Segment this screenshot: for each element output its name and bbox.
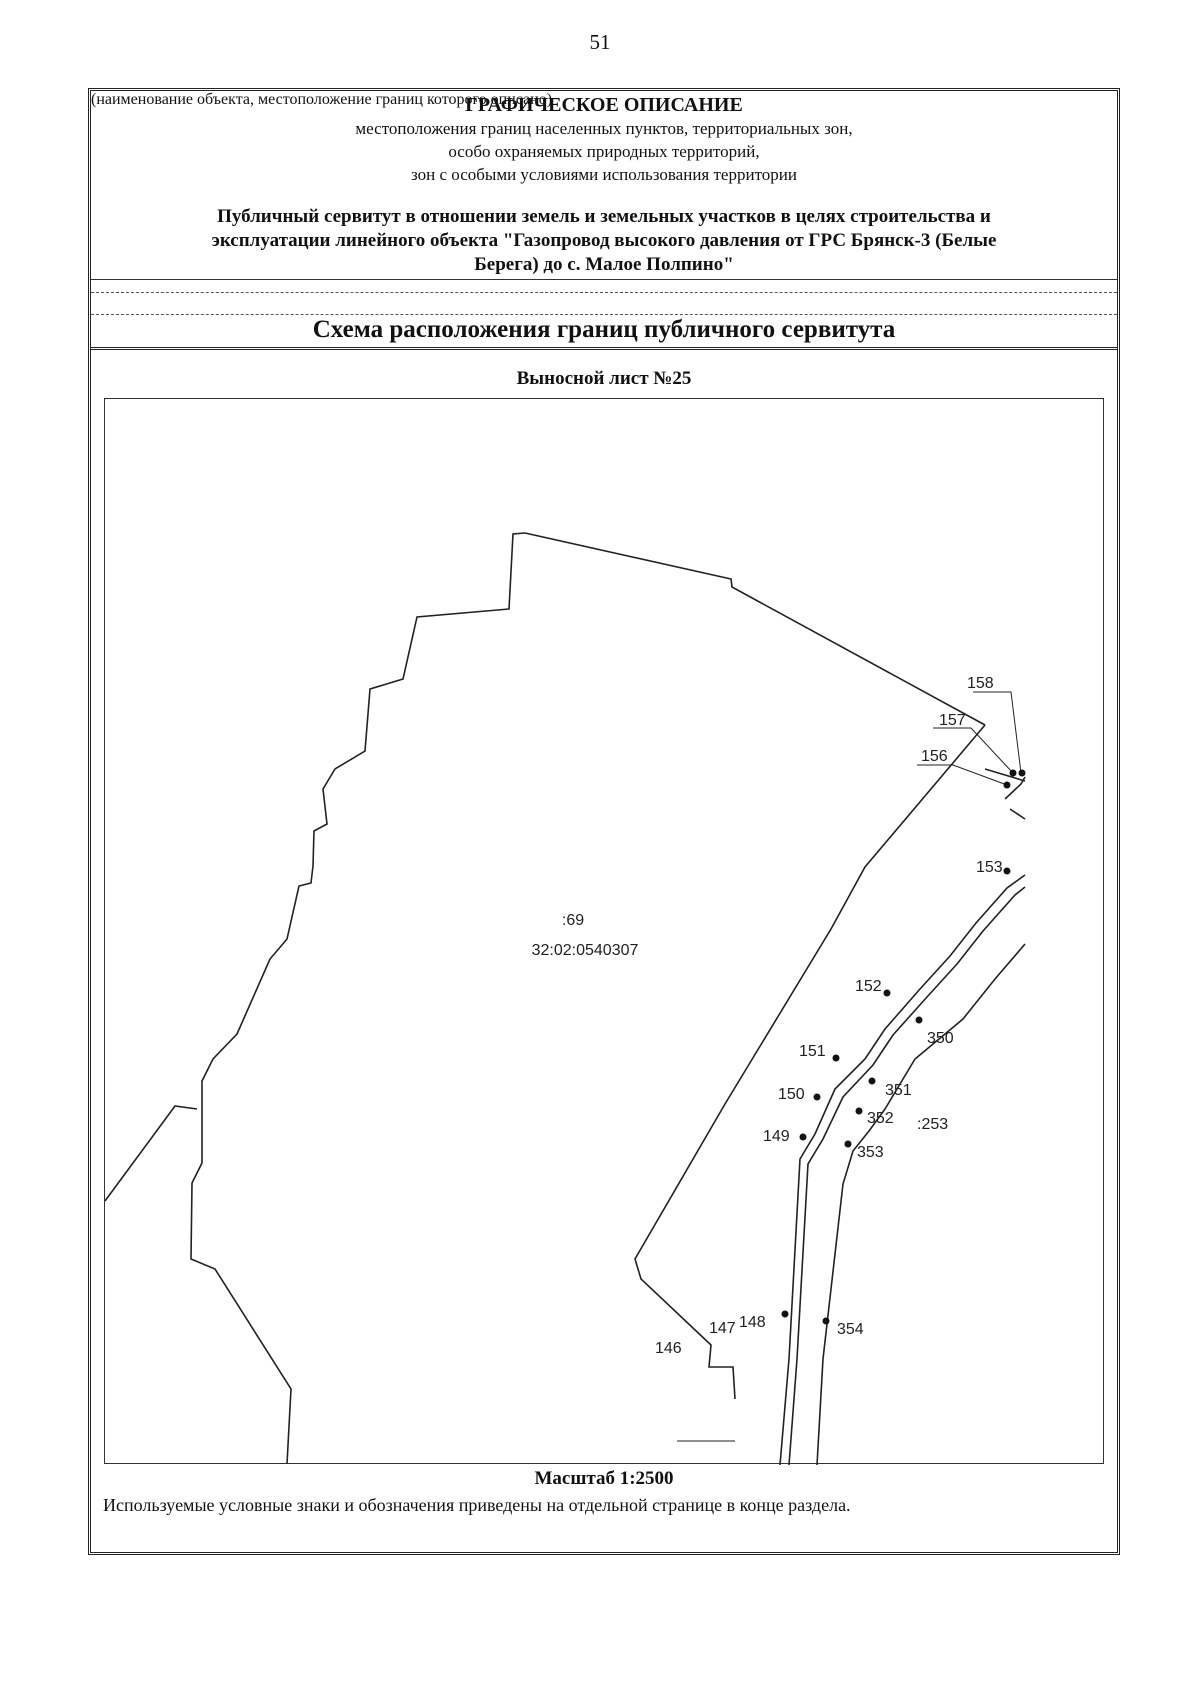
object-name-line: Публичный сервитут в отношении земель и земельных участков в целях строительства и: [217, 206, 991, 227]
point-label-353: 353: [857, 1144, 884, 1161]
subtitle-line: особо охраняемых природных территорий,: [448, 142, 760, 161]
parcel-69-boundary: [191, 533, 525, 1464]
divider: [91, 292, 1117, 293]
point-label-354: 354: [837, 1321, 864, 1338]
legend-note: Используемые условные знаки и обозначения приведены на отдельной странице в конце раздела.: [103, 1495, 851, 1515]
point-151: [833, 1055, 840, 1062]
cadastral-quarter-label: 32:02:0540307: [531, 942, 639, 959]
point-label-146: 146: [655, 1340, 682, 1357]
point-149: [800, 1134, 807, 1141]
point-350: [916, 1017, 923, 1024]
point-label-352: 352: [867, 1110, 894, 1127]
point-150: [814, 1094, 821, 1101]
map-scale: Масштаб 1:2500: [534, 1468, 674, 1489]
point-label-152: 152: [855, 978, 882, 995]
point-351: [869, 1078, 876, 1085]
point-354: [823, 1318, 830, 1325]
document-title: ГРАФИЧЕСКОЕ ОПИСАНИЕ: [465, 94, 743, 116]
divider: [91, 279, 1117, 280]
point-153: [1004, 868, 1011, 875]
point-label-156: 156: [921, 748, 948, 765]
point-label-150: 150: [778, 1086, 805, 1103]
parcel-boundary-left: [105, 1106, 197, 1201]
scheme-title: Схема расположения границ публичного сервитута: [312, 316, 896, 343]
point-158: [1019, 770, 1026, 777]
point-label-157: 157: [939, 712, 966, 729]
point-352: [856, 1108, 863, 1115]
point-156: [1004, 782, 1011, 789]
parcel-69-boundary: [525, 533, 985, 725]
sheet-title: Выносной лист №25: [516, 368, 692, 389]
page-number: 51: [589, 30, 611, 54]
point-label-350: 350: [927, 1030, 954, 1047]
point-label-158: 158: [967, 675, 994, 692]
leader-line: [917, 765, 1007, 785]
subtitle-line: местоположения границ населенных пунктов, территориальных зон,: [355, 119, 853, 138]
point-label-147: 147: [709, 1320, 736, 1337]
object-name: [95, 205, 1113, 277]
divider: [91, 347, 1117, 350]
servitude-boundary-inner: [789, 887, 1025, 1465]
subtitle-line: зон с особыми условиями использования территории: [411, 165, 797, 184]
point-label-351: 351: [885, 1082, 912, 1099]
servitude-corner: [1010, 809, 1025, 819]
servitude-map: [105, 399, 1105, 1465]
point-148: [782, 1311, 789, 1318]
parcel-number-label: :69: [561, 912, 585, 929]
point-label-151: 151: [799, 1043, 826, 1060]
parcel-253-boundary: [635, 725, 985, 1399]
object-caption: (наименование объекта, местоположение границ которого описано): [91, 91, 553, 108]
neighbor-parcel-label: :253: [917, 1116, 949, 1133]
object-name-line: эксплуатации линейного объекта "Газопровод высокого давления от ГРС Брянск-3 (Белые: [211, 230, 997, 251]
point-label-149: 149: [763, 1128, 790, 1145]
leader-line: [973, 692, 1021, 773]
servitude-boundary-left: [780, 875, 1025, 1465]
header-block: [95, 93, 1113, 284]
point-label-148: 148: [739, 1314, 766, 1331]
point-157: [1010, 770, 1017, 777]
map-panel: [104, 398, 1104, 1464]
object-name-line: Берега) до с. Малое Полпино": [474, 254, 734, 275]
point-353: [845, 1141, 852, 1148]
point-label-153: 153: [976, 859, 1003, 876]
point-152: [884, 990, 891, 997]
